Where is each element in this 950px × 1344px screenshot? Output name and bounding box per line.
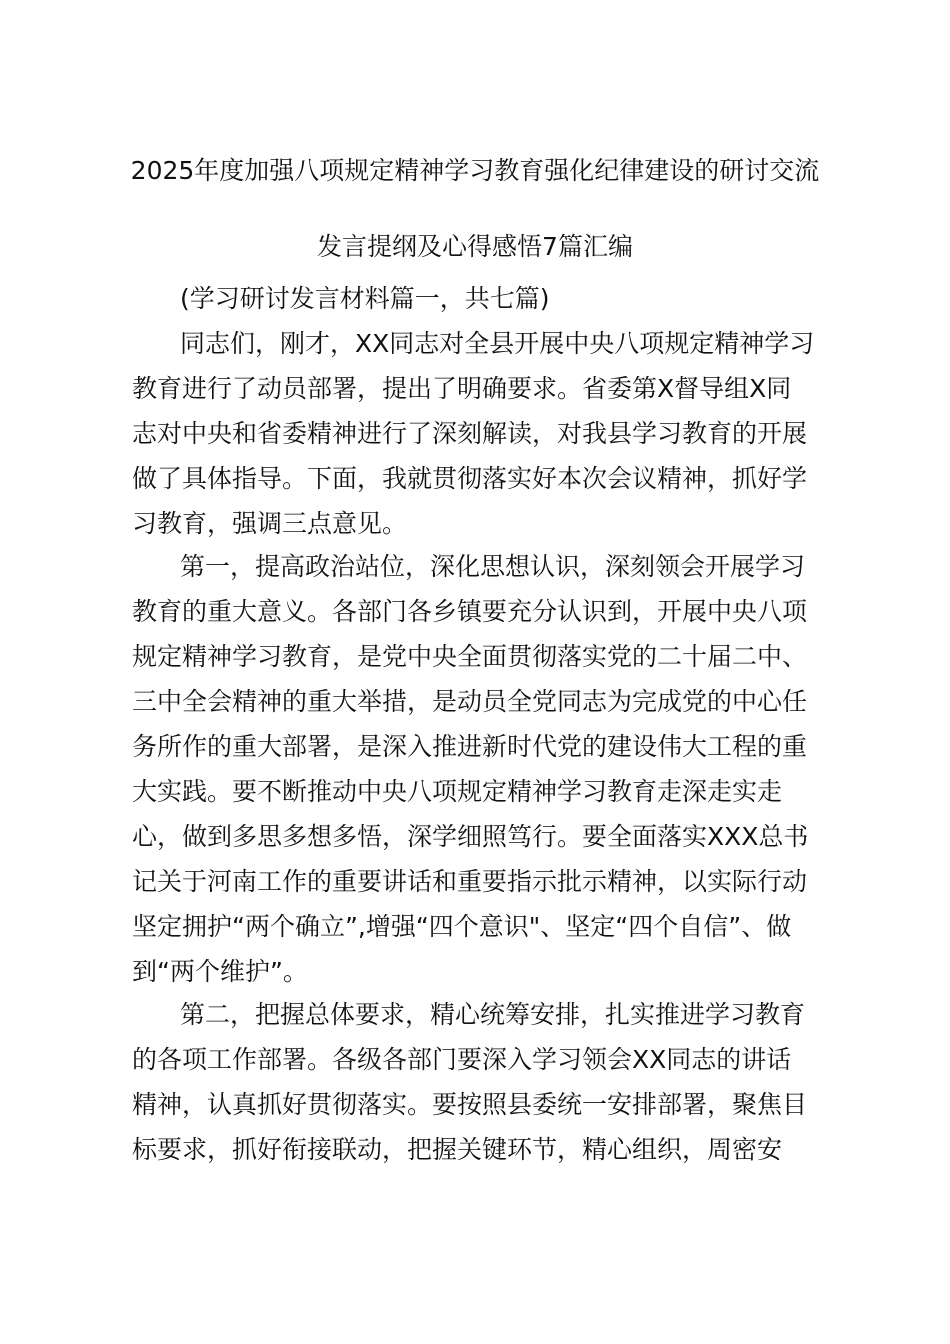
paragraph-line: 坚定拥护“两个确立”,增强“四个意识"、坚定“四个自信”、做 [132,912,792,941]
document-title-line-2: 发言提纲及心得感悟7篇汇编 [317,232,633,261]
paragraph-line: 务所作的重大部署，是深入推进新时代党的建设伟大工程的重 [132,732,808,761]
paragraph-line: 记关于河南工作的重要讲话和重要指示批示精神，以实际行动 [132,867,808,896]
document-title-line-1: 2025年度加强八项规定精神学习教育强化纪律建设的研讨交流 [130,156,820,185]
document-subtitle: (学习研讨发言材料篇一，共七篇) [180,284,550,313]
paragraph-line: 三中全会精神的重大举措，是动员全党同志为完成党的中心任 [132,687,808,716]
paragraph-line: 大实践。要不断推动中央八项规定精神学习教育走深走实走 [132,777,783,806]
paragraph-line: 心，做到多思多想多悟，深学细照笃行。要全面落实XXX总书 [132,822,809,851]
paragraph-line: 教育进行了动员部署，提出了明确要求。省委第X督导组X同 [132,374,792,403]
paragraph-line: 教育的重大意义。各部门各乡镇要充分认识到，开展中央八项 [132,597,808,626]
paragraph-line: 第二，把握总体要求，精心统筹安排，扎实推进学习教育 [180,1000,806,1029]
paragraph-line: 规定精神学习教育，是党中央全面贯彻落实党的二十届二中、 [132,642,808,671]
paragraph-line: 志对中央和省委精神进行了深刻解读，对我县学习教育的开展 [132,419,808,448]
paragraph-line: 到“两个维护”。 [132,957,308,986]
paragraph-line: 做了具体指导。下面，我就贯彻落实好本次会议精神，抓好学 [132,464,808,493]
paragraph-line: 标要求，抓好衔接联动，把握关键环节，精心组织，周密安 [132,1135,783,1164]
paragraph-line: 习教育，强调三点意见。 [132,509,408,538]
paragraph-line: 第一，提高政治站位，深化思想认识，深刻领会开展学习 [180,552,806,581]
paragraph-line: 同志们，刚才，XX同志对全县开展中央八项规定精神学习 [180,329,815,358]
paragraph-line: 精神，认真抓好贯彻落实。要按照县委统一安排部署，聚焦目 [132,1090,808,1119]
paragraph-line: 的各项工作部署。各级各部门要深入学习领会XX同志的讲话 [132,1045,792,1074]
